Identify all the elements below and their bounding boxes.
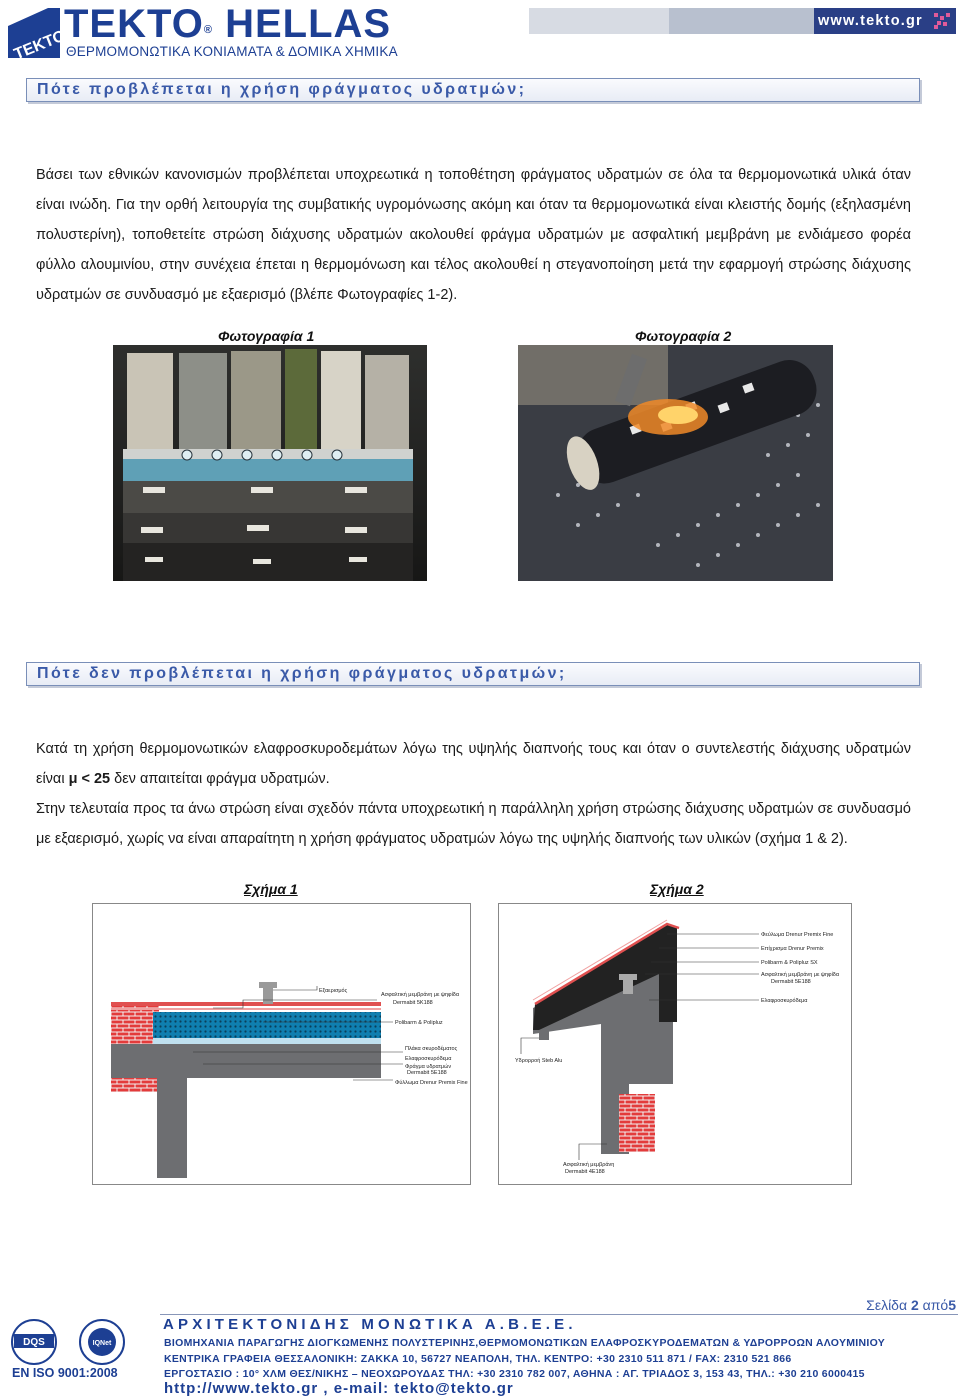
section-heading-vapor-barrier-required: Πότε προβλέπεται η χρήση φράγματος υδρατμών;	[26, 78, 920, 102]
section2-paragraph	[36, 734, 911, 854]
fig1-label-c: Polibarm & Polipluz	[395, 1020, 443, 1026]
fig2-label-a: Φεύλωμα Drenur Premix Fine	[761, 932, 834, 938]
section1-paragraph: Βάσει των εθνικών κανονισμών προβλέπεται υποχρεωτικά η τοποθέτηση φράγματος υδρατμών σε όλα τα θερμομονωτικά υλικά όταν είναι ινώδη. Για την ορθή λειτουργία της συμβατικής υγρομόνωσης ακόμη και όταν τα θερμομονωτικά είναι κλειστής δομής (εξηλασμένη πολυστερίνη), τοποθετείτε στρώση διάχυσης υδρατμών ακολουθεί φράγμα υδρατμών με ασφαλτική μεμβράνη με ενδιάμεσο φορέα φύλλο αλουμινίου, στην συνέχεια έπεται η θερμομόνωση και τέλος ακολουθεί η στεγανοποίηση μετά την εφαρμογή στρώσης διάχυσης υδρατμών σε συνδυασμό με εξαερισμό (βλέπε Φωτογραφίες 1-2).	[36, 167, 911, 303]
photo2-torch-membrane-image	[518, 345, 833, 581]
iso-label: EN ISO 9001:2008	[12, 1366, 118, 1380]
fig1-label-b2: Dermabit 5K188	[393, 1000, 433, 1006]
fig2-label-e: Ελαφροσκυρόδεμα	[761, 998, 808, 1004]
section2-paragraph-2: Στην τελευταία προς τα άνω στρώση είναι σχεδόν πάντα υποχρεωτική η παράλληλη χρήση στρώσης διάχυσης υδρατμών σε συνδυασμό με εξαερισμό, χωρίς να είναι απαραίτητη η χρήση φράγματος υδρατμών λόγω της υψηλής διαπνοής των υλικών (σχήμα 1 & 2).	[36, 801, 911, 847]
header-website-link[interactable]: www.tekto.gr	[814, 8, 956, 34]
dqs-cert-label: DQS	[23, 1337, 45, 1348]
photo1-caption: Φωτογραφία 1	[218, 328, 315, 344]
iqnet-cert-icon	[76, 1318, 128, 1366]
photo1-layered-samples-image	[113, 345, 427, 581]
fig1-label-f: Φράγμα υδρατμών	[405, 1064, 452, 1070]
figure1-flat-roof-diagram	[92, 903, 471, 1185]
section-heading-vapor-barrier-not-required: Πότε δεν προβλέπεται η χρήση φράγματος υδρατμών;	[26, 662, 920, 686]
fig2-label-d: Ασφαλτική μεμβράνη με ψηφίδα	[761, 972, 840, 978]
section2-paragraph-1: Κατά τη χρήση θερμομονωτικών ελαφροσκυροδεμάτων λόγω της υψηλής διαπνοής τους και όταν ο συντελεστής διάχυσης υδρατμών είναι μ < 25 δεν απαιτείται φράγμα υδρατμών.	[36, 741, 911, 787]
dots-icon	[934, 13, 950, 29]
iqnet-cert-label: IQNet	[92, 1340, 112, 1347]
fig1-label-e: Ελαφροσκυρόδεμα	[405, 1056, 452, 1062]
footer-line-2: ΚΕΝΤΡΙΚΑ ΓΡΑΦΕΙΑ ΘΕΣΣΑΛΟΝΙΚΗ: ΖΑΚΚΑ 10, 56727 ΝΕΑΠΟΛΗ, ΤΗΛ. ΚΕΝΤΡΟ: +30 2310 511 871 / FAX: 2310 521 866	[164, 1353, 792, 1365]
footer-divider	[160, 1314, 958, 1315]
header-bar-mid	[669, 8, 814, 34]
fig1-label-b: Ασφαλτική μεμβράνη με ψηφίδα	[381, 992, 460, 998]
fig2-label-g: Ασφαλτική μεμβράνη	[563, 1162, 615, 1168]
brand-tagline: ΘΕΡΜΟΜΟΝΩΤΙΚΑ ΚΟΝΙΑΜΑΤΑ & ΔΟΜΙΚΑ ΧΗΜΙΚΑ	[66, 44, 398, 59]
fig2-label-f: Υδρορροή Steb Alu	[515, 1058, 563, 1064]
fig1-label-d: Πλάκα σκυροδέματος	[405, 1046, 458, 1052]
brand-name: TEKTO® HELLAS	[64, 2, 392, 46]
figure2-pitched-roof-diagram	[498, 903, 852, 1185]
fig2-label-c: Polibarm & Polipluz SX	[761, 960, 818, 966]
logo-text: TEKTO	[11, 27, 69, 64]
company-name: ΑΡΧΙΤΕΚΤΟΝΙΔΗΣ ΜΟΝΩΤΙΚΑ Α.Β.Ε.Ε.	[163, 1316, 577, 1333]
footer-line-1: ΒΙΟΜΗΧΑΝΙΑ ΠΑΡΑΓΩΓΗΣ ΔΙΟΓΚΩΜΕΝΗΣ ΠΟΛΥΣΤΕΡΙΝΗΣ,ΘΕΡΜΟΜΟΝΩΤΙΚΩΝ ΕΛΑΦΡΟΣΚΥΡΟΔΕΜΑΤΩΝ & ΥΔΡΟΡΡΟΩΝ ΑΛΟΥΜΙΝΙΟΥ	[164, 1337, 886, 1349]
figure1-caption: Σχήμα 1	[244, 881, 298, 897]
fig2-label-d2: Dermabit 5E188	[771, 979, 811, 985]
fig1-label-a: Εξαερισμός	[319, 988, 348, 994]
tekto-logo-icon	[8, 8, 69, 64]
figure2-caption: Σχήμα 2	[650, 881, 704, 897]
fig2-label-b: Επίχρισμα Drenur Premix	[761, 946, 824, 952]
footer-contact-link[interactable]: http://www.tekto.gr , e-mail: tekto@tekto.gr	[164, 1380, 514, 1397]
page-number: Σελίδα 2 από5	[866, 1297, 956, 1313]
fig1-label-g: Φύλλωμα Drenur Premix Fine	[395, 1080, 468, 1086]
footer-line-3: ΕΡΓΟΣΤΑΣΙΟ : 10° ΧΛΜ ΘΕΣ/ΝΙΚΗΣ – ΝΕΟΧΩΡΟΥΔΑΣ ΤΗΛ: +30 2310 782 007, ΑΘΗΝΑ : ΑΓ. ΤΡΙΑΔΟΣ 3, 153 43, ΤΗΛ.: +30 210 6000415	[164, 1368, 865, 1380]
header-bar-light	[529, 8, 669, 34]
fig2-label-g2: Dermabit 4E188	[565, 1169, 605, 1175]
fig1-label-f2: Dermabit 5E188	[407, 1070, 447, 1076]
photo2-caption: Φωτογραφία 2	[635, 328, 732, 344]
dqs-cert-icon	[4, 1318, 64, 1366]
